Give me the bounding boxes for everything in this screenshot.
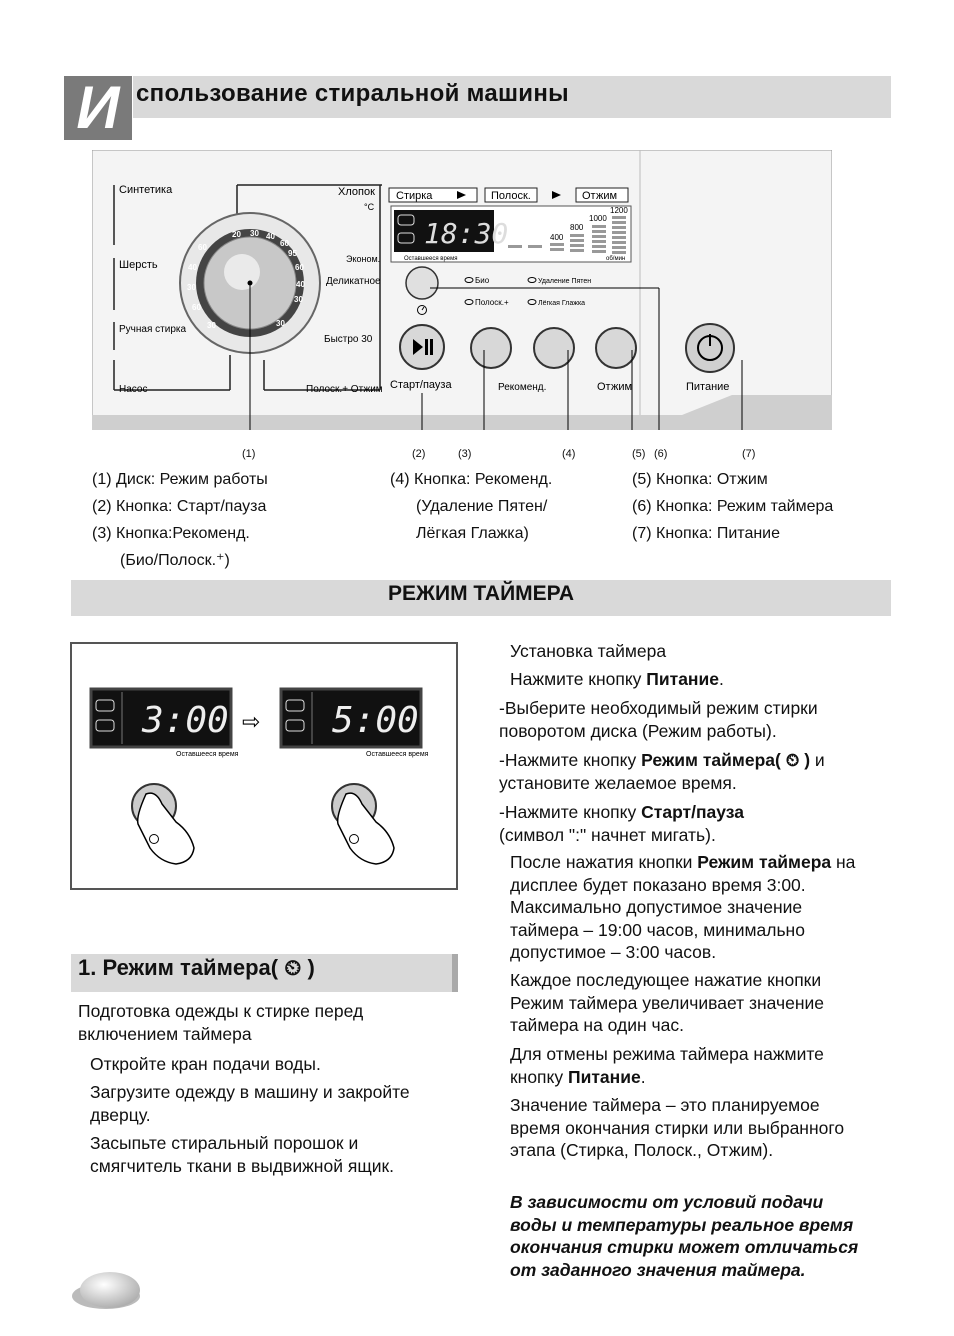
program-rinse-spin: Полоск.+ Отжим <box>306 384 383 395</box>
legend-item: (7) Кнопка: Питание <box>632 525 781 542</box>
right-p6: Каждое последующее нажатие кнопки Режим таймера увеличивает значение таймера на один час. <box>510 970 825 1035</box>
left-intro: Подготовка одежды к стирке перед включением таймера <box>78 1001 364 1044</box>
program-eco: Эконом. <box>346 254 381 264</box>
display-time: 18:30 <box>424 217 509 250</box>
recommend-label: Рекоменд. <box>498 382 547 393</box>
option-stain-removal: Удаление Пятен <box>538 278 592 285</box>
legend-column-3 <box>632 466 833 547</box>
right-p7: Для отмены режима таймера нажмите кнопку Питание. <box>510 1044 824 1087</box>
legend-item: (4) Кнопка: Рекоменд. <box>390 471 553 488</box>
program-wool: Шерсть <box>119 259 158 271</box>
callout-4: (4) <box>562 448 576 460</box>
remaining-time-label: Оставшееся время <box>404 256 458 262</box>
program-drain: Насос <box>119 384 148 395</box>
spin-label: Отжим <box>597 381 633 393</box>
callout-2: (2) <box>412 448 426 460</box>
dial-mark: 40 <box>188 263 197 272</box>
legend-item: (Удаление Пятен/ <box>416 498 548 515</box>
power-label: Питание <box>686 381 730 393</box>
temperature-unit: °C <box>364 202 375 212</box>
dial-mark: 40 <box>266 232 275 241</box>
legend-item: (5) Кнопка: Отжим <box>632 471 768 488</box>
remaining-label: Оставшееся время <box>176 751 239 758</box>
section-title: РЕЖИМ ТАЙМЕРА <box>387 582 574 605</box>
dial-mark: 95 <box>288 249 297 258</box>
program-delicate: Деликатное <box>326 276 381 287</box>
option-bio: Био <box>475 276 490 285</box>
legend-column-2 <box>390 466 552 547</box>
timer-button-press-2 <box>332 784 394 864</box>
callout-6: (6) <box>654 448 668 460</box>
option-rinse-plus: Полоск.+ <box>475 298 509 307</box>
dial-mark: 60 <box>295 263 304 272</box>
callout-7: (7) <box>742 448 756 460</box>
legend-item: (Био/Полоск.⁺) <box>120 552 230 569</box>
dial-mark: 30 <box>187 283 196 292</box>
spin-unit: об/мин <box>606 256 626 262</box>
program-handwash: Ручная стирка <box>119 324 187 335</box>
spin-value-800: 800 <box>570 223 584 232</box>
callout-3: (3) <box>458 448 472 460</box>
dial-mark: 30 <box>207 321 216 330</box>
right-note: В зависимости от условий подачи воды и температуры реальное время окончания стирки может отличаться от заданного значения таймера. <box>510 1192 859 1280</box>
right-heading: Установка таймера <box>510 641 667 661</box>
control-panel-illustration <box>92 150 832 430</box>
legend-item: Лёгкая Глажка) <box>416 525 529 542</box>
legend-item: (3) Кнопка:Рекоменд. <box>92 525 250 542</box>
right-p4: -Нажмите кнопку Старт/пауза (символ ":" начнет мигать). <box>499 802 744 845</box>
dial-mark: 30 <box>250 229 259 238</box>
page-corner-decoration <box>70 1270 142 1312</box>
dial-mark: 40 <box>296 280 305 289</box>
right-p1: Нажмите кнопку Питание. <box>510 669 724 689</box>
callout-5: (5) <box>632 448 646 460</box>
spin-value-1200: 1200 <box>610 206 628 215</box>
subsection-title: 1. Режим таймера( ⏲ ) <box>78 955 315 980</box>
dial-mark: 60 <box>280 239 289 248</box>
spin-value-1000: 1000 <box>589 214 607 223</box>
right-p5: После нажатия кнопки Режим таймера на дисплее будет показано время 3:00. Максимально допустимое значение таймера – 19:00 часов, минимально допустимое – 3:00 часов. <box>510 852 856 962</box>
dial-mark: 60 <box>198 243 207 252</box>
recommend-button-1[interactable] <box>471 328 511 368</box>
option-easy-iron: Лёгкая Глажка <box>538 300 586 307</box>
legend-item: (6) Кнопка: Режим таймера <box>632 498 834 515</box>
arrow-icon: ⇨ <box>242 709 261 734</box>
stage-spin: Отжим <box>582 190 618 202</box>
stage-rinse: Полоск. <box>491 190 531 202</box>
left-step-1: Откройте кран подачи воды. <box>90 1054 321 1074</box>
header-initial-letter: И <box>64 76 132 140</box>
left-step-2: Загрузите одежду в машину и закройте дверцу. <box>90 1082 410 1125</box>
program-synthetics: Синтетика <box>119 184 173 196</box>
display-before <box>91 689 239 758</box>
program-cotton: Хлопок <box>338 186 375 198</box>
timer-button-press-1 <box>132 784 194 864</box>
dial-mark: 20 <box>232 230 241 239</box>
right-p2: -Выберите необходимый режим стирки поворотом диска (Режим работы). <box>499 698 818 741</box>
legend-item: (1) Диск: Режим работы <box>92 471 268 488</box>
timer-illustration <box>70 642 458 890</box>
stage-wash: Стирка <box>396 190 433 202</box>
right-p3: -Нажмите кнопку Режим таймера( ⏲ ) и установите желаемое время. <box>499 750 825 793</box>
spin-value-400: 400 <box>550 233 564 242</box>
legend-item: (2) Кнопка: Старт/пауза <box>92 498 267 515</box>
display-after <box>281 689 429 758</box>
lcd-display <box>391 206 631 262</box>
power-button[interactable] <box>686 324 734 372</box>
page-title: спользование стиральной машины <box>136 80 569 107</box>
spin-button[interactable] <box>596 328 636 368</box>
display-time-after: 5:00 <box>332 700 419 741</box>
dial-mark: 30 <box>276 319 285 328</box>
dial-mark: 30 <box>294 295 303 304</box>
stage-indicator-strip <box>389 188 628 202</box>
right-p8: Значение таймера – это планируемое время окончания стирки или выбранного этапа (Стирка, Полоск., Отжим). <box>510 1095 845 1160</box>
start-pause-label: Старт/пауза <box>390 379 452 391</box>
remaining-label: Оставшееся время <box>366 751 429 758</box>
callout-1: (1) <box>242 448 256 460</box>
display-time-before: 3:00 <box>142 700 229 741</box>
legend-column-1 <box>92 466 268 574</box>
left-step-3: Засыпьте стиральный порошок и смягчитель ткани в выдвижной ящик. <box>90 1133 395 1176</box>
program-quick30: Быстро 30 <box>324 334 373 345</box>
start-pause-button[interactable] <box>400 325 444 369</box>
dial-mark: 60 <box>192 303 201 312</box>
